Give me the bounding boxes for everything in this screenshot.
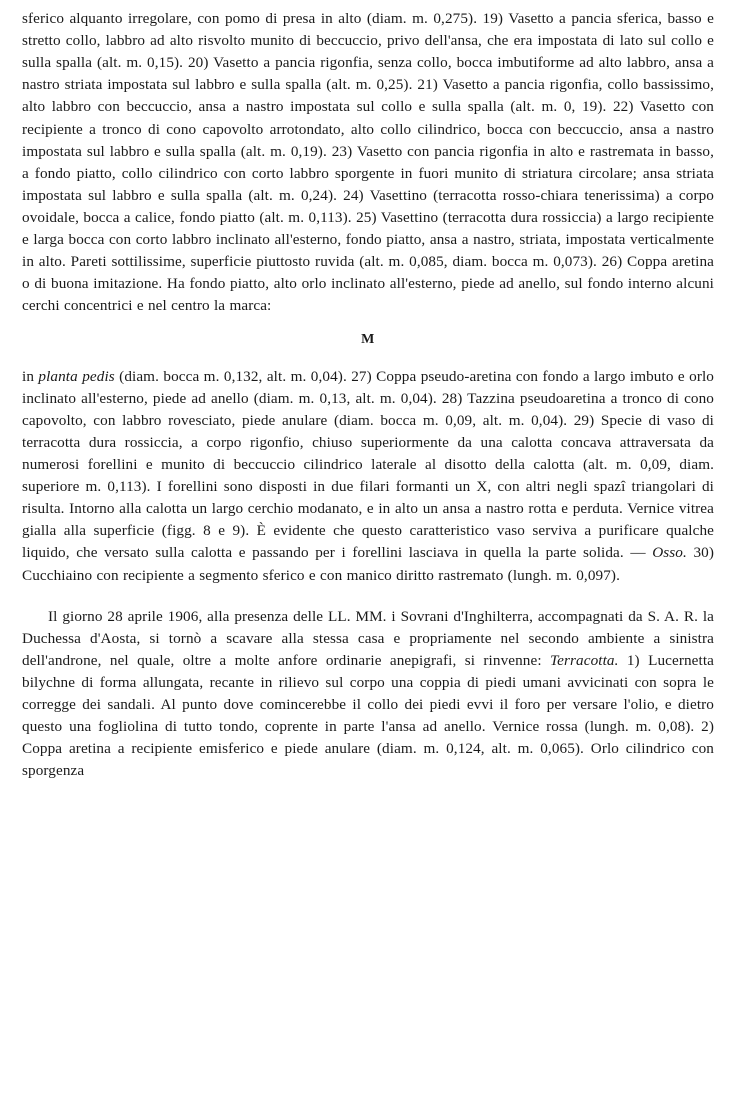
pottery-mark: M (361, 331, 375, 347)
italic-term: Osso. (652, 544, 687, 562)
paragraph-1906-excavation: Il giorno 28 aprile 1906, alla presenza delle LL. MM. i Sovrani d'Inghilterra, accompagnati da S. A. R. la Duchessa d'Aosta, si tornò a scavare alla stessa casa e propriamente nel secondo ambiente a sinistra dell'androne, nel quale, oltre a molte anfore ordinarie anepigrafi, si rinvenne: Terracotta. 1) Lucernetta bilychne di forma allungata, recante in rilievo sul corpo una coppia di piedi umani avvicinati con sopra le corregge dei sandali. Al punto dove comincerebbe il collo dei piedi evvi il foro per versare l'olio, e dietro questo una fogliolina di tutto tondo, coprente in parte l'ansa ad anello. Vernice rossa (lungh. m. 0,08). 2) Coppa aretina a recipiente emisferico e piede anulare (diam. m. 0,124, alt. m. 0,065). Orlo cilindrico con sporgenza (22, 607, 714, 780)
italic-term: planta pedis (38, 367, 115, 385)
paragraph-catalog-continued: sferico alquanto irregolare, con pomo di presa in alto (diam. m. 0,275). 19) Vasetto a pancia sferica, basso e stretto collo, labbro ad alto risvolto munito di beccuccio, privo dell'ansa, che era impostata di lato sul collo e sulla spalla (alt. m. 0,15). 20) Vasetto a pancia rigonfia, senza collo, bocca imbutiforme ad alto labbro, ansa a nastro striata impostata sul labbro e sulla spalla (alt. m. 0,25). 21) Vasetto a pancia rigonfia, collo bassissimo, alto labbro con beccuccio, ansa a nastro impostata sul collo e sulla spalla (alt. m. 0, 19). 22) Vasetto con recipiente a tronco di cono capovolto arrotondato, alto collo cilindrico, bocca con beccuccio, ansa a nastro impostata sul labbro e sulla spalla (alt. m. 0,19). 23) Vasetto con pancia rigonfia in alto e rastremata in basso, a fondo piatto, collo cilindrico con corto labbro sporgente in fuori munito di striatura circolare; ansa striata impostata sul labbro e sulla spalla (alt. m. 0,24). 24) Vasettino (terracotta rosso-chiara tenerissima) a corpo ovoidale, bocca a calice, fondo piatto (alt. m. 0,113). 25) Vasettino (terracotta dura rossiccia) a largo recipiente e larga bocca con corto labbro inclinato all'esterno, fondo piatto, ansa a nastro, striata, impostata verticalmente in alto. Pareti sottilissime, superficie piuttosto ruvida (alt. m. 0,085, diam. bocca m. 0,073). 26) Coppa aretina o di buona imitazione. Ha fondo piatto, alto orlo inclinato all'esterno, piede ad anello, sul fondo interno alcuni cerchi concentrici e nel centro la marca: (22, 10, 714, 315)
italic-term: Terracotta. (550, 651, 619, 669)
paragraph-after-mark: in planta pedis (diam. bocca m. 0,132, alt. m. 0,04). 27) Coppa pseudo-aretina con fondo a largo imbuto e orlo inclinato all'esterno, piede ad anello (diam. m. 0,13, alt. m. 0,04). 28) Tazzina pseudoaretina a tronco di cono capovolto, con labbro rovesciato, piede anulare (diam. bocca m. 0,09, alt. m. 0,04). 29) Specie di vaso di terracotta dura rossiccia, a corpo rigonfio, chiuso superiormente da una calotta concava attraversata da numerosi forellini e munito di beccuccio cilindrico laterale al disotto della calotta (alt. m. 0,09, diam. superiore m. 0,113). I forellini sono disposti in due filari formanti un X, con altri negli spazî triangolari di risulta. Intorno alla calotta un largo cerchio modanato, e in alto un ansa a nastro rotta e perduta. Vernice vitrea gialla alla superficie (figg. 8 e 9). È evidente che questo caratteristico vaso serviva a purificare qualche liquido, che versato sulla calotta e passando per i forellini lasciava in quella la parte solida. — Osso. 30) Cucchiaino con recipiente a segmento sferico e con manico diritto rastremato (lungh. m. 0,097). (22, 367, 714, 584)
